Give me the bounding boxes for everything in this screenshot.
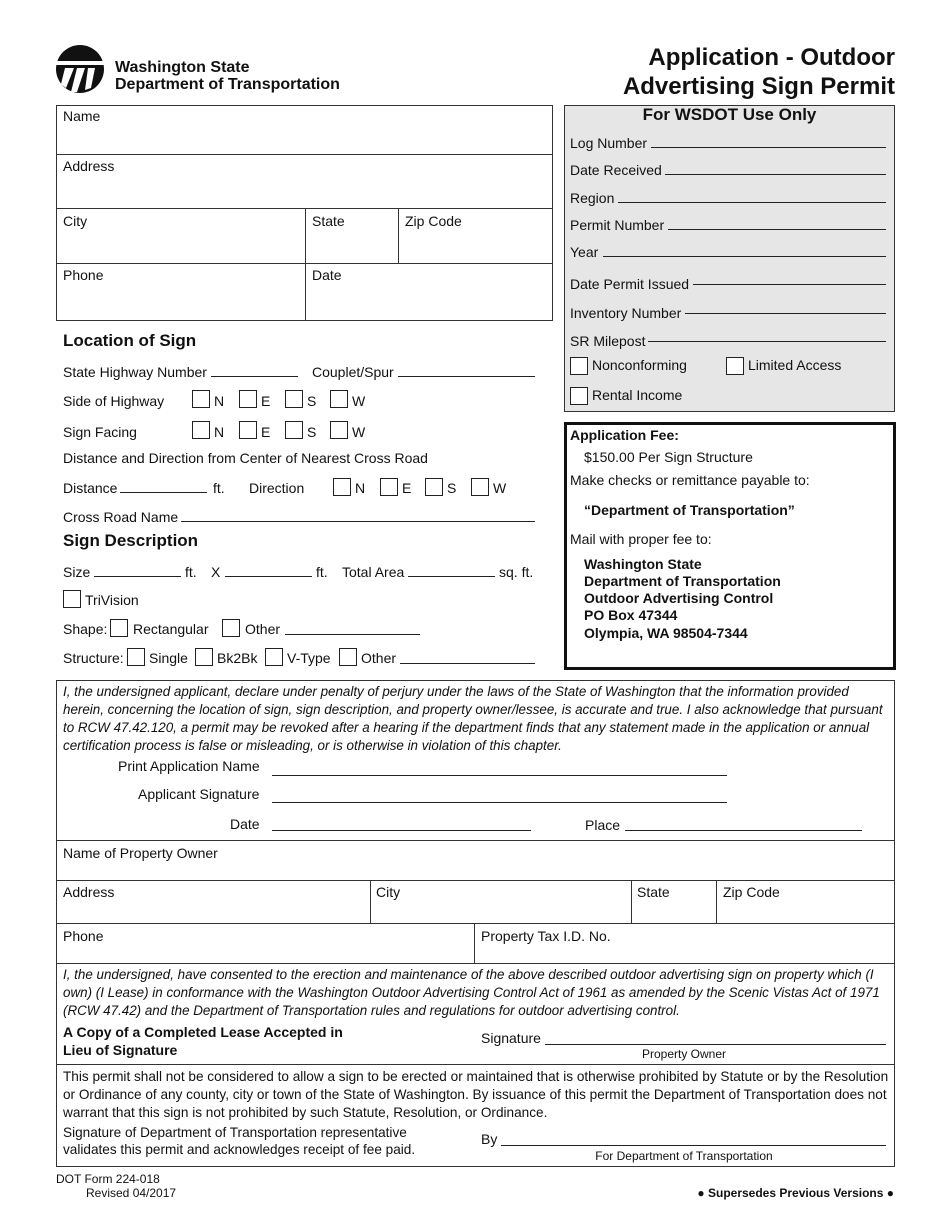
- location-heading: Location of Sign: [63, 331, 197, 350]
- sqft-label: sq. ft.: [499, 564, 534, 580]
- rental-income-checkbox[interactable]: [570, 387, 588, 405]
- single-label: Single: [149, 650, 188, 666]
- bk2bk-checkbox[interactable]: [195, 648, 213, 666]
- side-s-label: S: [307, 393, 317, 409]
- wsdot-logo: [55, 44, 105, 94]
- fee-heading: Application Fee:: [570, 427, 679, 443]
- declaration-date-line[interactable]: [272, 830, 531, 831]
- size-width-line[interactable]: [94, 576, 181, 577]
- direction-e-label: E: [402, 480, 412, 496]
- direction-w-label: W: [493, 480, 507, 496]
- direction-e-checkbox[interactable]: [380, 478, 398, 496]
- facing-s-checkbox[interactable]: [285, 421, 303, 439]
- rectangular-label: Rectangular: [133, 621, 209, 637]
- shape-label: Shape:: [63, 621, 108, 637]
- sr-milepost-label: SR Milepost: [570, 333, 646, 349]
- limited-access-label: Limited Access: [748, 357, 842, 373]
- distance-ft-label: ft.: [213, 480, 225, 496]
- by-label: By: [481, 1131, 498, 1147]
- fee-mail: Mail with proper fee to:: [570, 531, 712, 547]
- size-ft2-label: ft.: [316, 564, 328, 580]
- form-title-line2: Advertising Sign Permit: [622, 73, 895, 100]
- applicant-signature-line[interactable]: [272, 802, 727, 803]
- owner-consent-text: I, the undersigned, have consented to the erection and maintenance of the above described outdoor advertising sign on property which (I own) (I Lease) in conformance with the Washington Outdoor Advertising Control Act of 1961 as amended by the Scenic Vistas Act of 1971 (RCW 47.42) and the Department of Transportation rules and regulations for outdoor advertising control.: [63, 967, 880, 1018]
- date-permit-issued-label: Date Permit Issued: [570, 276, 690, 292]
- distance-direction-label: Distance and Direction from Center of Nearest Cross Road: [63, 450, 428, 466]
- year-line[interactable]: [603, 256, 886, 257]
- applicant-signature-label: Applicant Signature: [138, 786, 260, 802]
- permit-disclaimer-text: This permit shall not be considered to allow a sign to be erected or maintained that is otherwise prohibited by Statute or by the Resolution or Ordinance of any county, city or town of the State of Washington. By issuance of this permit the Department of Transportation does not warrant that this sign is not prohibited by such Statute, Resolution, or Ordinance.: [63, 1069, 889, 1120]
- date-field[interactable]: Date: [312, 267, 342, 283]
- structure-label: Structure:: [63, 650, 124, 666]
- cross-road-name-label: Cross Road Name: [63, 509, 179, 525]
- date-permit-issued-line[interactable]: [693, 284, 886, 285]
- sign-facing-label: Sign Facing: [63, 424, 137, 440]
- cross-road-name-line[interactable]: [181, 521, 535, 522]
- trivision-label: TriVision: [85, 592, 139, 608]
- lease-line2: Lieu of Signature: [63, 1042, 178, 1058]
- total-area-label: Total Area: [342, 564, 405, 580]
- inventory-number-label: Inventory Number: [570, 305, 682, 321]
- form-number: DOT Form 224-018: [56, 1172, 160, 1186]
- vtype-checkbox[interactable]: [265, 648, 283, 666]
- date-received-line[interactable]: [665, 174, 886, 175]
- log-number-line[interactable]: [651, 147, 886, 148]
- owner-signature-label: Signature: [481, 1030, 541, 1046]
- direction-n-checkbox[interactable]: [333, 478, 351, 496]
- sr-milepost-line[interactable]: [648, 341, 886, 342]
- rental-income-label: Rental Income: [592, 387, 683, 403]
- size-x-label: X: [211, 564, 221, 580]
- single-checkbox[interactable]: [127, 648, 145, 666]
- vtype-label: V-Type: [287, 650, 331, 666]
- structure-other-checkbox[interactable]: [339, 648, 357, 666]
- facing-n-label: N: [214, 424, 225, 440]
- log-number-label: Log Number: [570, 135, 648, 151]
- facing-n-checkbox[interactable]: [192, 421, 210, 439]
- place-line[interactable]: [625, 830, 862, 831]
- zip-field[interactable]: Zip Code: [405, 213, 462, 229]
- form-title-line1: Application - Outdoor: [648, 44, 895, 71]
- declaration-text: I, the undersigned applicant, declare under penalty of perjury under the laws of the State of Washington that the information provided herein, concerning the location of sign, sign description, and property owner/lessee, is accurate and true. I also acknowledge that pursuant to RCW 47.42.120, a permit may be revoked after a hearing if the department finds that any statement made in the application or annual certification process is false or misleading, or is otherwise in violation of this chapter.: [63, 684, 883, 753]
- property-owner-name-field[interactable]: Name of Property Owner: [63, 845, 218, 861]
- side-of-highway-label: Side of Highway: [63, 393, 165, 409]
- fee-addr5: Olympia, WA 98504-7344: [584, 625, 748, 641]
- owner-city-field[interactable]: City: [376, 884, 401, 900]
- wsdot-title: For WSDOT Use Only: [642, 105, 817, 124]
- phone-field[interactable]: Phone: [63, 267, 104, 283]
- facing-w-checkbox[interactable]: [330, 421, 348, 439]
- sign-description-heading: Sign Description: [63, 531, 199, 550]
- shape-other-checkbox[interactable]: [222, 619, 240, 637]
- supersedes-note: ● Supersedes Previous Versions ●: [697, 1186, 894, 1200]
- side-s-checkbox[interactable]: [285, 390, 303, 408]
- direction-label: Direction: [249, 480, 305, 496]
- permit-number-line[interactable]: [668, 229, 886, 230]
- direction-s-label: S: [447, 480, 457, 496]
- print-name-line[interactable]: [272, 775, 727, 776]
- size-ft1-label: ft.: [185, 564, 197, 580]
- rep-line1: Signature of Department of Transportation representative: [63, 1125, 407, 1140]
- owner-address-field[interactable]: Address: [63, 884, 115, 900]
- structure-other-line[interactable]: [400, 663, 535, 664]
- side-n-label: N: [214, 393, 225, 409]
- fee-addr4: PO Box 47344: [584, 607, 678, 623]
- for-dot-caption: For Department of Transportation: [595, 1149, 773, 1163]
- fee-payable: Make checks or remittance payable to:: [570, 472, 810, 488]
- direction-n-label: N: [355, 480, 366, 496]
- name-field[interactable]: Name: [63, 108, 101, 124]
- size-label: Size: [63, 564, 91, 580]
- date-received-label: Date Received: [570, 162, 662, 178]
- region-line[interactable]: [618, 202, 886, 203]
- couplet-spur-line[interactable]: [398, 376, 535, 377]
- side-w-checkbox[interactable]: [330, 390, 348, 408]
- year-label: Year: [570, 244, 599, 260]
- revised-date: Revised 04/2017: [86, 1186, 177, 1200]
- property-tax-id-field[interactable]: Property Tax I.D. No.: [481, 928, 611, 944]
- city-field[interactable]: City: [63, 213, 88, 229]
- rectangular-checkbox[interactable]: [110, 619, 128, 637]
- nonconforming-label: Nonconforming: [592, 357, 687, 373]
- fee-addr3: Outdoor Advertising Control: [584, 590, 774, 606]
- declaration-date-label: Date: [230, 816, 260, 832]
- fee-payee: “Department of Transportation”: [584, 502, 795, 518]
- agency-line1: Washington State: [115, 59, 250, 76]
- distance-line[interactable]: [120, 492, 207, 493]
- side-e-label: E: [261, 393, 271, 409]
- dot-signature-line[interactable]: [501, 1145, 886, 1146]
- state-highway-number-line[interactable]: [211, 376, 298, 377]
- limited-access-checkbox[interactable]: [726, 357, 744, 375]
- agency-line2: Department of Transportation: [115, 76, 340, 93]
- total-area-line[interactable]: [408, 576, 495, 577]
- lease-line1: A Copy of a Completed Lease Accepted in: [63, 1024, 343, 1040]
- owner-signature-line[interactable]: [545, 1044, 886, 1045]
- bk2bk-label: Bk2Bk: [217, 650, 258, 666]
- shape-other-label: Other: [245, 621, 281, 637]
- trivision-checkbox[interactable]: [63, 590, 81, 608]
- permit-number-label: Permit Number: [570, 217, 665, 233]
- address-field[interactable]: Address: [63, 158, 115, 174]
- couplet-spur-label: Couplet/Spur: [312, 364, 394, 380]
- side-w-label: W: [352, 393, 366, 409]
- fee-addr1: Washington State: [584, 556, 702, 572]
- direction-w-checkbox[interactable]: [471, 478, 489, 496]
- owner-state-field[interactable]: State: [637, 884, 670, 900]
- owner-zip-field[interactable]: Zip Code: [723, 884, 780, 900]
- state-field[interactable]: State: [312, 213, 345, 229]
- fee-addr2: Department of Transportation: [584, 573, 781, 589]
- property-owner-caption: Property Owner: [641, 1047, 727, 1061]
- fee-amount: $150.00 Per Sign Structure: [584, 449, 753, 465]
- size-height-line[interactable]: [225, 576, 312, 577]
- print-name-label: Print Application Name: [118, 758, 260, 774]
- structure-other-label: Other: [361, 650, 397, 666]
- place-label: Place: [585, 817, 621, 833]
- facing-e-label: E: [261, 424, 271, 440]
- shape-other-line[interactable]: [285, 634, 420, 635]
- distance-label: Distance: [63, 480, 118, 496]
- direction-s-checkbox[interactable]: [425, 478, 443, 496]
- facing-e-checkbox[interactable]: [239, 421, 257, 439]
- owner-phone-field[interactable]: Phone: [63, 928, 104, 944]
- nonconforming-checkbox[interactable]: [570, 357, 588, 375]
- region-label: Region: [570, 190, 615, 206]
- state-highway-number-label: State Highway Number: [63, 364, 207, 380]
- rep-line2: validates this permit and acknowledges receipt of fee paid.: [63, 1142, 416, 1157]
- facing-s-label: S: [307, 424, 317, 440]
- inventory-number-line[interactable]: [685, 313, 886, 314]
- side-n-checkbox[interactable]: [192, 390, 210, 408]
- facing-w-label: W: [352, 424, 366, 440]
- side-e-checkbox[interactable]: [239, 390, 257, 408]
